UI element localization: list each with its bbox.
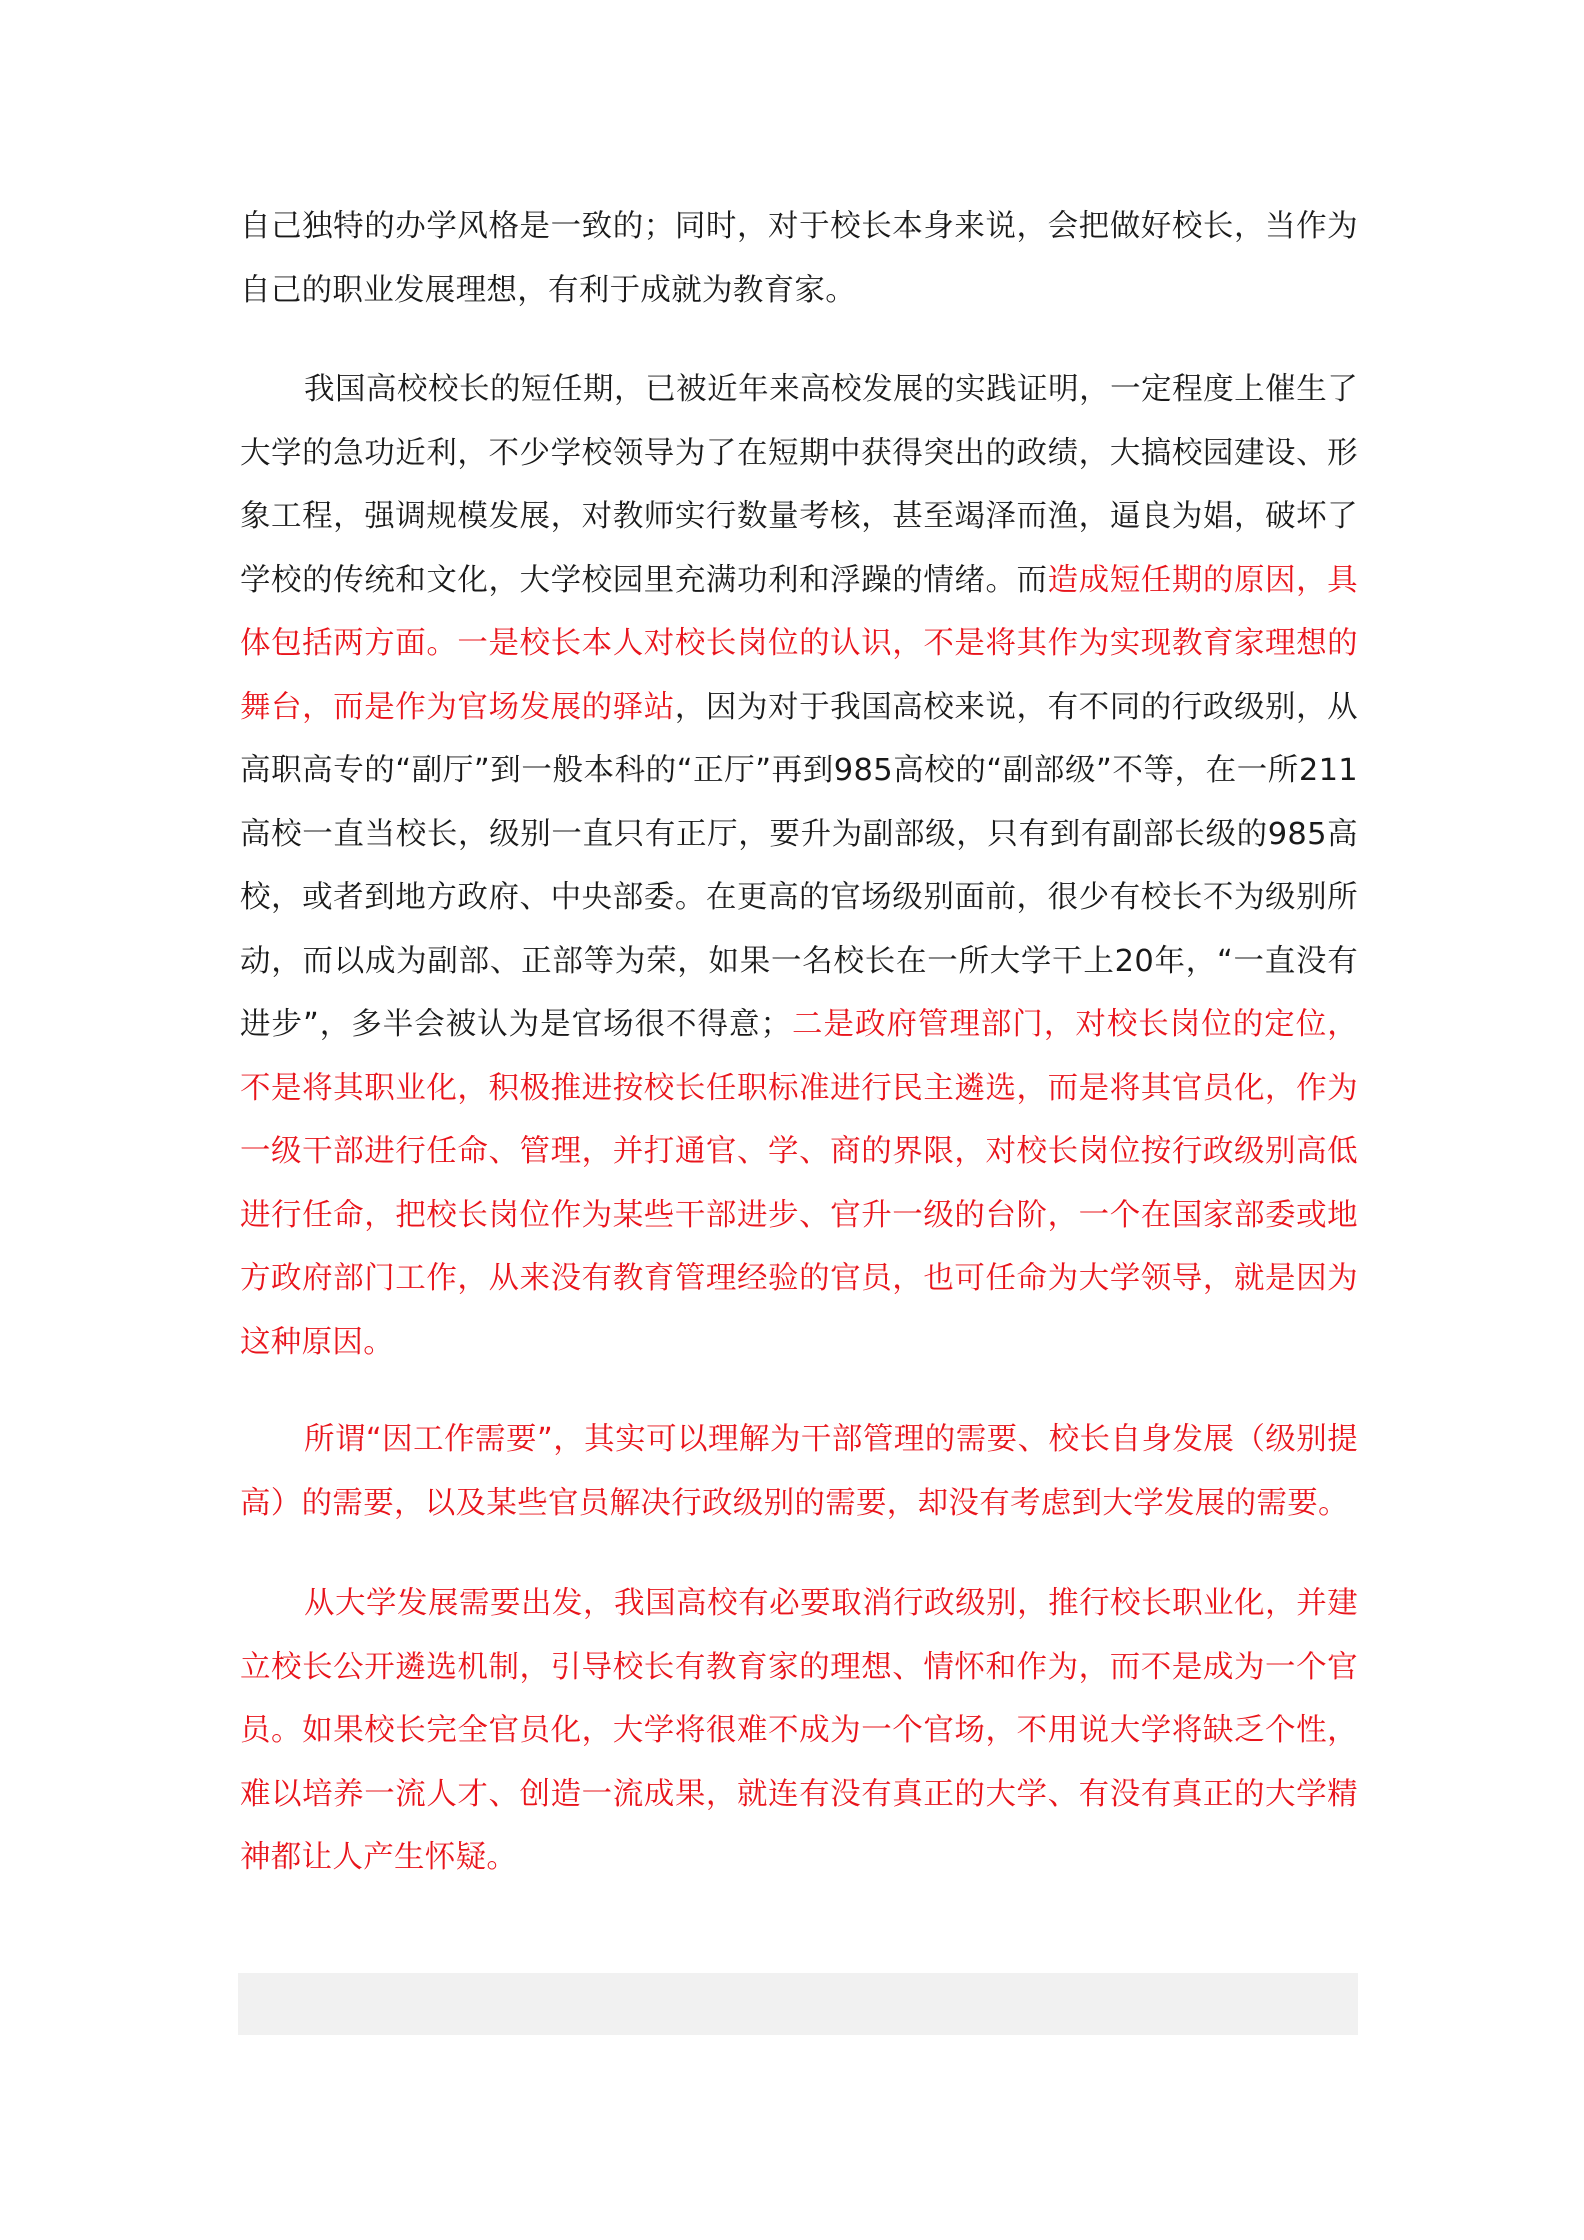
paragraph-2-highlight-1: 造成短任期的原因，具体包括两方面。一是校长本人对校长岗位的认识，不是将其作为实现教育家理想的舞台，而是作为官场发展的驿站	[240, 562, 1358, 725]
footer-gray-box	[238, 1973, 1358, 2035]
document-body	[240, 195, 1358, 1890]
paragraph-2-text-b: ，因为对于我国高校来说，有不同的行政级别，从高职高专的“副厅”到一般本科的“正厅”再到985高校的“副部级”不等，在一所211高校一直当校长，级别一直只有正厅，要升为副部级，只有到有副部长级的985高校，或者到地方政府、中央部委。在更高的官场级别面前，很少有校长不为级别所动，而以成为副部、正部等为荣，如果一名校长在一所大学干上20年，“一直没有进步”，多半会被认为是官场很不得意；	[240, 689, 1358, 1042]
paragraph-1: 自己独特的办学风格是一致的；同时，对于校长本身来说，会把做好校长，当作为自己的职业发展理想，有利于成就为教育家。	[240, 209, 1358, 308]
paragraph-2	[240, 358, 1358, 1374]
paragraph-2-highlight-2: 二是政府管理部门，对校长岗位的定位，不是将其职业化，积极推进按校长任职标准进行民主遴选，而是将其官员化，作为一级干部进行任命、管理，并打通官、学、商的界限，对校长岗位按行政级别高低进行任命，把校长岗位作为某些干部进步、官升一级的台阶，一个在国家部委或地方政府部门工作，从来没有教育管理经验的官员，也可任命为大学领导，就是因为这种原因。	[240, 1007, 1358, 1360]
paragraph-4: 从大学发展需要出发，我国高校有必要取消行政级别，推行校长职业化，并建立校长公开遴选机制，引导校长有教育家的理想、情怀和作为，而不是成为一个官员。如果校长完全官员化，大学将很难不成为一个官场，不用说大学将缺乏个性，难以培养一流人才、创造一流成果，就连有没有真正的大学、有没有真正的大学精神都让人产生怀疑。	[240, 1586, 1358, 1875]
paragraph-2-text-a: 我国高校校长的短任期，已被近年来高校发展的实践证明，一定程度上催生了大学的急功近利，不少学校领导为了在短期中获得突出的政绩，大搞校园建设、形象工程，强调规模发展，对教师实行数量考核，甚至竭泽而渔，逼良为娼，破坏了学校的传统和文化，大学校园里充满功利和浮躁的情绪。而	[240, 372, 1358, 598]
paragraph-3: 所谓“因工作需要”，其实可以理解为干部管理的需要、校长自身发展（级别提高）的需要，以及某些官员解决行政级别的需要，却没有考虑到大学发展的需要。	[240, 1422, 1358, 1521]
